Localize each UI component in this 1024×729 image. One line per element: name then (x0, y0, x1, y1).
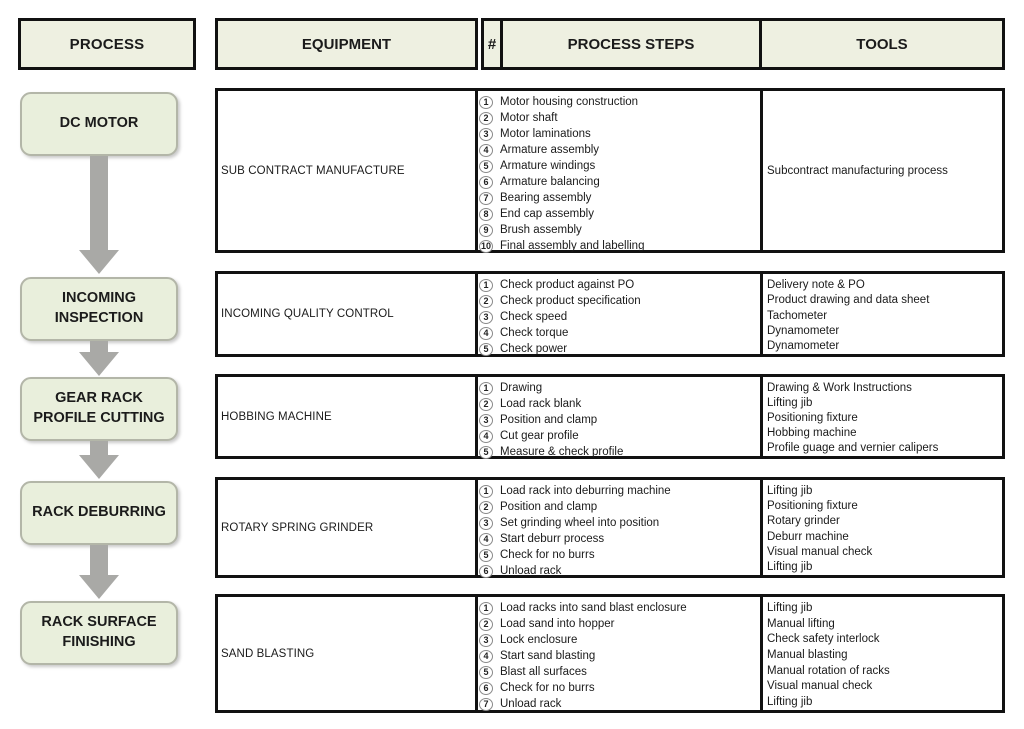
step-text: Load racks into sand blast enclosure (500, 602, 687, 614)
step-number-badge: 10 (480, 241, 491, 251)
step-text: Start sand blasting (500, 650, 596, 662)
tools-column-header: TOOLS (856, 35, 908, 53)
step-number-badge: 5 (479, 666, 493, 679)
process-steps-cell (478, 91, 760, 250)
flow-box-gear-rack-profile-cutting: GEAR RACK PROFILE CUTTING (20, 377, 178, 441)
step-number-badge: 2 (479, 398, 493, 411)
step-line (479, 444, 760, 460)
step-number-badge: 6 (479, 176, 493, 189)
step-text: Bearing assembly (500, 192, 592, 204)
table-row (215, 88, 1005, 253)
tools-cell (760, 480, 1002, 575)
step-text: Armature windings (500, 160, 596, 172)
equipment-column-header: EQUIPMENT (215, 18, 478, 70)
step-number-badge: 4 (479, 533, 493, 546)
step-number-badge: 4 (479, 430, 493, 443)
step-number-badge: 2 (479, 112, 493, 125)
tool-line: Positioning fixture (767, 499, 858, 512)
tools-cell (760, 274, 1002, 354)
step-line (479, 696, 760, 712)
step-line (479, 325, 760, 341)
step-line (479, 206, 760, 222)
tool-line: Profile guage and vernier calipers (767, 442, 939, 455)
step-line (479, 94, 760, 110)
step-line (479, 600, 760, 616)
tool-line: Lifting jib (767, 396, 813, 409)
step-number-badge: 3 (479, 128, 493, 141)
step-line (479, 632, 760, 648)
step-text: Check for no burrs (500, 549, 595, 561)
step-number-badge: 8 (479, 208, 493, 221)
down-arrow-icon (79, 441, 119, 479)
step-number-badge: 3 (479, 517, 493, 530)
equipment-cell: SUB CONTRACT MANUFACTURE (218, 91, 478, 250)
step-number-badge: 1 (479, 485, 493, 498)
step-line (479, 380, 760, 396)
step-line (479, 499, 760, 515)
tool-line: Lifting jib (767, 561, 813, 574)
step-text: Check for no burrs (500, 682, 595, 694)
step-number-badge: 3 (479, 634, 493, 647)
process-steps-cell (478, 480, 760, 575)
flow-box-rack-surface-finishing: RACK SURFACE FINISHING (20, 601, 178, 665)
step-text: Unload rack (500, 565, 562, 577)
step-number-badge: 4 (479, 327, 493, 340)
tool-line: Positioning fixture (767, 412, 858, 424)
tool-line: Manual rotation of racks (767, 664, 890, 677)
step-text: Load rack into deburring machine (500, 485, 671, 497)
flow-box-rack-deburring: RACK DEBURRING (20, 481, 178, 545)
tool-line: Manual blasting (767, 649, 848, 662)
step-line (479, 616, 760, 632)
step-number-badge: 4 (479, 650, 493, 663)
tool-line: Drawing & Work Instructions (767, 381, 912, 394)
down-arrow-icon (79, 156, 119, 274)
step-text: Set grinding wheel into position (500, 517, 660, 529)
step-number-badge: 7 (479, 698, 493, 711)
step-number-badge: 6 (479, 565, 493, 578)
step-text: Motor laminations (500, 128, 591, 140)
step-text: Motor shaft (500, 112, 558, 124)
equipment-cell: INCOMING QUALITY CONTROL (218, 274, 478, 354)
step-line (479, 515, 760, 531)
step-number-badge: 9 (479, 224, 493, 237)
table-row (215, 594, 1005, 713)
step-number-badge: 5 (479, 446, 493, 459)
step-text: Brush assembly (500, 224, 582, 236)
step-text: Cut gear profile (500, 430, 579, 442)
step-text: Blast all surfaces (500, 666, 587, 678)
step-line (479, 142, 760, 158)
step-line (479, 222, 760, 238)
step-line (479, 238, 760, 254)
step-line (479, 547, 760, 563)
tool-line: Product drawing and data sheet (767, 294, 930, 307)
tool-line: Manual lifting (767, 617, 835, 630)
step-text: Unload rack (500, 698, 562, 710)
step-line (479, 110, 760, 126)
tool-line: Lifting jib (767, 484, 813, 497)
equipment-cell: SAND BLASTING (218, 597, 478, 710)
step-number-badge: 7 (479, 192, 493, 205)
down-arrow-icon (79, 341, 119, 376)
tool-line: Check safety interlock (767, 633, 880, 646)
tool-line: Visual manual check (767, 680, 873, 693)
flow-box-incoming-inspection: INCOMING INSPECTION (20, 277, 178, 341)
step-line (479, 174, 760, 190)
tool-line: Lifting jib (767, 696, 813, 709)
step-number-badge: 3 (479, 414, 493, 427)
step-number-badge: 5 (479, 343, 493, 356)
number-column-header: # (484, 21, 503, 67)
process-column-header: PROCESS (18, 18, 196, 70)
step-line (479, 680, 760, 696)
step-number-badge: 5 (479, 160, 493, 173)
step-text: Measure & check profile (500, 446, 624, 458)
tool-line: Delivery note & PO (767, 278, 865, 291)
equipment-cell: ROTARY SPRING GRINDER (218, 480, 478, 575)
step-text: Position and clamp (500, 501, 598, 513)
step-number-badge: 1 (479, 382, 493, 395)
step-line (479, 190, 760, 206)
step-text: Check speed (500, 311, 568, 323)
step-line (479, 341, 760, 357)
step-line (479, 563, 760, 579)
step-text: Drawing (500, 382, 543, 394)
step-number-badge: 1 (479, 96, 493, 109)
process-steps-cell (478, 597, 760, 710)
tools-cell (760, 597, 1002, 710)
process-steps-column-header: PROCESS STEPS (503, 21, 762, 67)
step-line (479, 396, 760, 412)
step-text: Position and clamp (500, 414, 598, 426)
step-line (479, 158, 760, 174)
table-row (215, 271, 1005, 357)
step-text: Load rack blank (500, 398, 582, 410)
step-line (479, 277, 760, 293)
flow-box-dc-motor: DC MOTOR (20, 92, 178, 156)
equipment-cell: HOBBING MACHINE (218, 377, 478, 456)
step-number-badge: 4 (479, 144, 493, 157)
step-line (479, 412, 760, 428)
step-line (479, 483, 760, 499)
step-text: Check product against PO (500, 279, 635, 291)
tool-line: Rotary grinder (767, 515, 840, 528)
step-line (479, 664, 760, 680)
step-text: Check power (500, 343, 568, 355)
step-text: Final assembly and labelling (500, 240, 645, 252)
tool-line: Subcontract manufacturing process (767, 164, 948, 177)
tool-line: Tachometer (767, 309, 828, 322)
step-text: Armature balancing (500, 176, 600, 188)
step-number-badge: 5 (479, 549, 493, 562)
step-number-badge: 6 (479, 682, 493, 695)
tools-cell (760, 91, 1002, 250)
tool-line: Deburr machine (767, 530, 849, 543)
step-line (479, 293, 760, 309)
step-text: Motor housing construction (500, 96, 639, 108)
step-number-badge: 1 (479, 602, 493, 615)
process-steps-cell (478, 274, 760, 354)
step-text: Load sand into hopper (500, 618, 615, 630)
tools-cell (760, 377, 1002, 456)
step-number-badge: 2 (479, 295, 493, 308)
table-row (215, 477, 1005, 578)
step-line (479, 126, 760, 142)
tool-line: Lifting jib (767, 601, 813, 614)
step-text: Armature assembly (500, 144, 600, 156)
step-line (479, 428, 760, 444)
step-line (479, 648, 760, 664)
process-steps-cell (478, 377, 760, 456)
step-number-badge: 1 (479, 279, 493, 292)
down-arrow-icon (79, 545, 119, 599)
table-header-group (481, 18, 1005, 70)
step-line (479, 309, 760, 325)
step-number-badge: 2 (479, 501, 493, 514)
step-text: End cap assembly (500, 208, 594, 220)
step-number-badge: 2 (479, 618, 493, 631)
tool-line: Hobbing machine (767, 427, 857, 440)
step-text: Start deburr process (500, 533, 605, 545)
table-row (215, 374, 1005, 459)
step-line (479, 531, 760, 547)
tool-line: Dynamometer (767, 324, 840, 337)
step-text: Lock enclosure (500, 634, 578, 646)
step-text: Check torque (500, 327, 569, 339)
tool-line: Visual manual check (767, 545, 873, 558)
step-text: Check product specification (500, 295, 641, 307)
tool-line: Dynamometer (767, 340, 840, 353)
step-number-badge: 3 (479, 311, 493, 324)
